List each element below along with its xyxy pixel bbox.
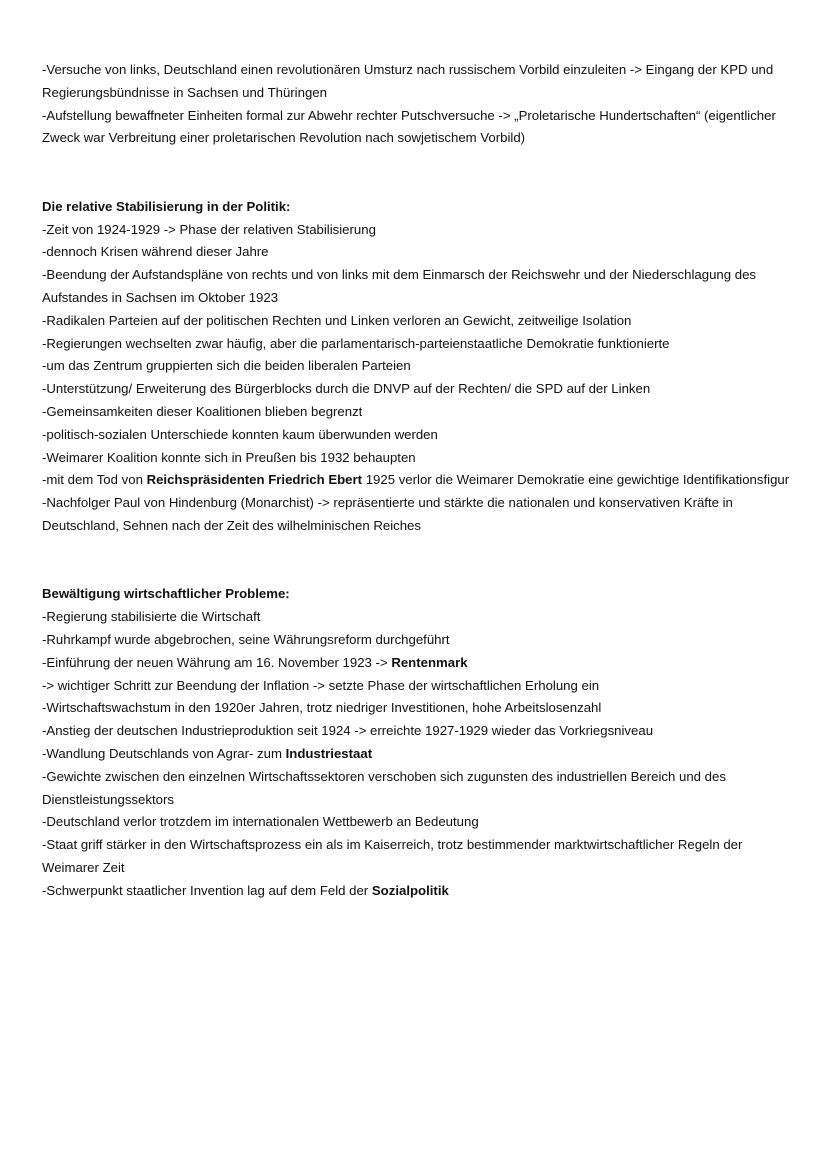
economy-line: -> wichtiger Schritt zur Beendung der Inflation -> setzte Phase der wirtschaftlichen Erholung ein	[42, 677, 600, 693]
politics-line: -um das Zentrum gruppierten sich die beiden liberalen Parteien	[42, 358, 411, 374]
intro-line-kpd: -Versuche von links, Deutschland einen revolutionären Umsturz nach russischem Vorbild einzuleiten -> Eingang der KPD und Regierungsbündnisse in Sachsen und Thüringen	[42, 62, 774, 100]
politics-line: -politisch-sozialen Unterschiede konnten kaum überwunden werden	[42, 426, 438, 442]
politics-line: -Weimarer Koalition konnte sich in Preußen bis 1932 behaupten	[42, 449, 416, 465]
industriestaat-pre: -Wandlung Deutschlands von Agrar- zum	[42, 745, 286, 761]
economy-line: -Staat griff stärker in den Wirtschaftsprozess ein als im Kaiserreich, trotz bestimmender marktwirtschaftlicher Regeln der Weimarer Zeit	[42, 837, 743, 875]
economy-line: -Regierung stabilisierte die Wirtschaft	[42, 609, 261, 625]
economy-line: -Gewichte zwischen den einzelnen Wirtschaftssektoren verschoben sich zugunsten des industriellen Bereich und des Dienstleistungssektors	[42, 768, 726, 807]
politics-line: -Radikalen Parteien auf der politischen Rechten und Linken verloren an Gewicht, zeitweilige Isolation	[42, 312, 632, 328]
economy-line: -Anstieg der deutschen Industrieproduktion seit 1924 -> erreichte 1927-1929 wieder das Vorkriegsniveau	[42, 723, 654, 739]
sozialpolitik-bold: Sozialpolitik	[371, 882, 449, 898]
sozialpolitik-pre: -Schwerpunkt staatlicher Invention lag auf dem Feld der	[42, 882, 372, 898]
politics-line-ebert	[42, 469, 802, 492]
politics-line: -Gemeinsamkeiten dieser Koalitionen blieben begrenzt	[42, 403, 363, 419]
section-heading-economy: Bewältigung wirtschaftlicher Probleme:	[42, 586, 290, 602]
economy-line: -Ruhrkampf wurde abgebrochen, seine Währungsreform durchgeführt	[42, 631, 450, 647]
economy-line-industriestaat	[42, 743, 802, 766]
economy-line-sozialpolitik	[42, 880, 802, 903]
ebert-post: 1925 verlor die Weimarer Demokratie eine gewichtige Identifikationsfigur	[362, 472, 790, 488]
ebert-pre: -mit dem Tod von	[42, 472, 147, 488]
rentenmark-bold: Rentenmark	[391, 654, 468, 670]
economy-line-rentenmark	[42, 652, 802, 675]
economy-line: -Wirtschaftswachstum in den 1920er Jahren, trotz niedriger Investitionen, hohe Arbeitslosenzahl	[42, 700, 602, 716]
politics-line: -Regierungen wechselten zwar häufig, aber die parlamentarisch-parteienstaatliche Demokratie funktionierte	[42, 335, 670, 351]
politics-line: -Zeit von 1924-1929 -> Phase der relativen Stabilisierung	[42, 221, 376, 237]
section-spacer	[42, 150, 802, 196]
industriestaat-bold: Industriestaat	[285, 745, 373, 761]
rentenmark-pre: -Einführung der neuen Währung am 16. November 1923 ->	[42, 654, 392, 670]
section-spacer	[42, 538, 802, 584]
politics-line: -Beendung der Aufstandspläne von rechts und von links mit dem Einmarsch der Reichswehr und der Niederschlagung des Aufstandes in Sachsen im Oktober 1923	[42, 267, 756, 305]
ebert-bold: Reichspräsidenten Friedrich Ebert	[146, 472, 363, 488]
politics-line: -dennoch Krisen während dieser Jahre	[42, 244, 269, 260]
economy-line: -Deutschland verlor trotzdem im internationalen Wettbewerb an Bedeutung	[42, 814, 479, 830]
politics-line-hindenburg: -Nachfolger Paul von Hindenburg (Monarchist) -> repräsentierte und stärkte die nationalen und konservativen Kräfte in Deutschland, Sehnen nach der Zeit des wilhelminischen Reiches	[42, 495, 733, 533]
intro-line-hundertschaften: -Aufstellung bewaffneter Einheiten formal zur Abwehr rechter Putschversuche -> „Proletarische Hundertschaften“ (eigentlicher Zweck war Verbreitung einer proletarischen Revolution nach sowjetischem Vorbild)	[42, 107, 776, 146]
politics-line: -Unterstützung/ Erweiterung des Bürgerblocks durch die DNVP auf der Rechten/ die SPD auf der Linken	[42, 381, 651, 397]
document-page	[42, 59, 802, 902]
section-heading-politics: Die relative Stabilisierung in der Politik:	[42, 198, 291, 214]
